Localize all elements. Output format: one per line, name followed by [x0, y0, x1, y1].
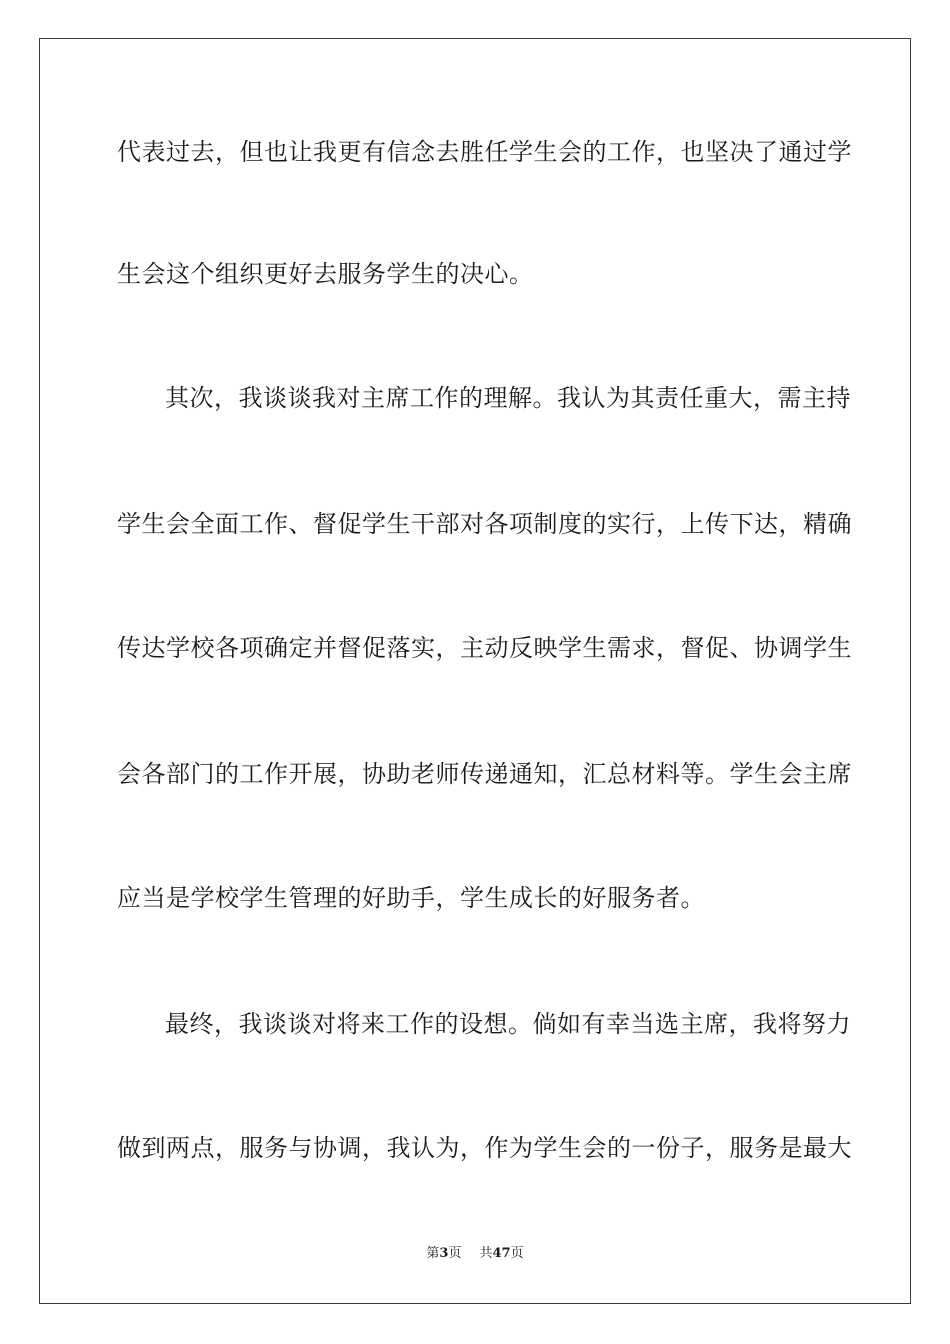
text-line-5: 传达学校各项确定并督促落实，主动反映学生需求，督促、协调学生 [117, 634, 852, 662]
total-prefix: 共 [479, 1246, 493, 1261]
page-suffix: 页 [448, 1246, 462, 1261]
paragraph-3-first-line: 最终，我谈谈对将来工作的设想。倘如有幸当选主席，我将努力 [165, 1010, 851, 1038]
page-prefix: 第 [426, 1246, 440, 1261]
text-line-9: 做到两点，服务与协调，我认为，作为学生会的一份子，服务是最大 [117, 1134, 852, 1162]
paragraph-2-first-line: 其次，我谈谈我对主席工作的理解。我认为其责任重大，需主持 [165, 384, 851, 412]
text-line-2: 生会这个组织更好去服务学生的决心。 [117, 260, 534, 288]
page-border [39, 38, 911, 1304]
total-pages: 47 [492, 1246, 511, 1261]
text-line-4: 学生会全面工作、督促学生干部对各项制度的实行，上传下达，精确 [117, 510, 852, 538]
total-suffix: 页 [510, 1246, 524, 1261]
text-line-1: 代表过去，但也让我更有信念去胜任学生会的工作，也坚决了通过学 [117, 138, 852, 166]
page-footer [0, 1244, 950, 1264]
page-number: 3 [439, 1246, 449, 1261]
text-line-6: 会各部门的工作开展，协助老师传递通知，汇总材料等。学生会主席 [117, 760, 852, 788]
text-line-7: 应当是学校学生管理的好助手，学生成长的好服务者。 [117, 884, 705, 912]
